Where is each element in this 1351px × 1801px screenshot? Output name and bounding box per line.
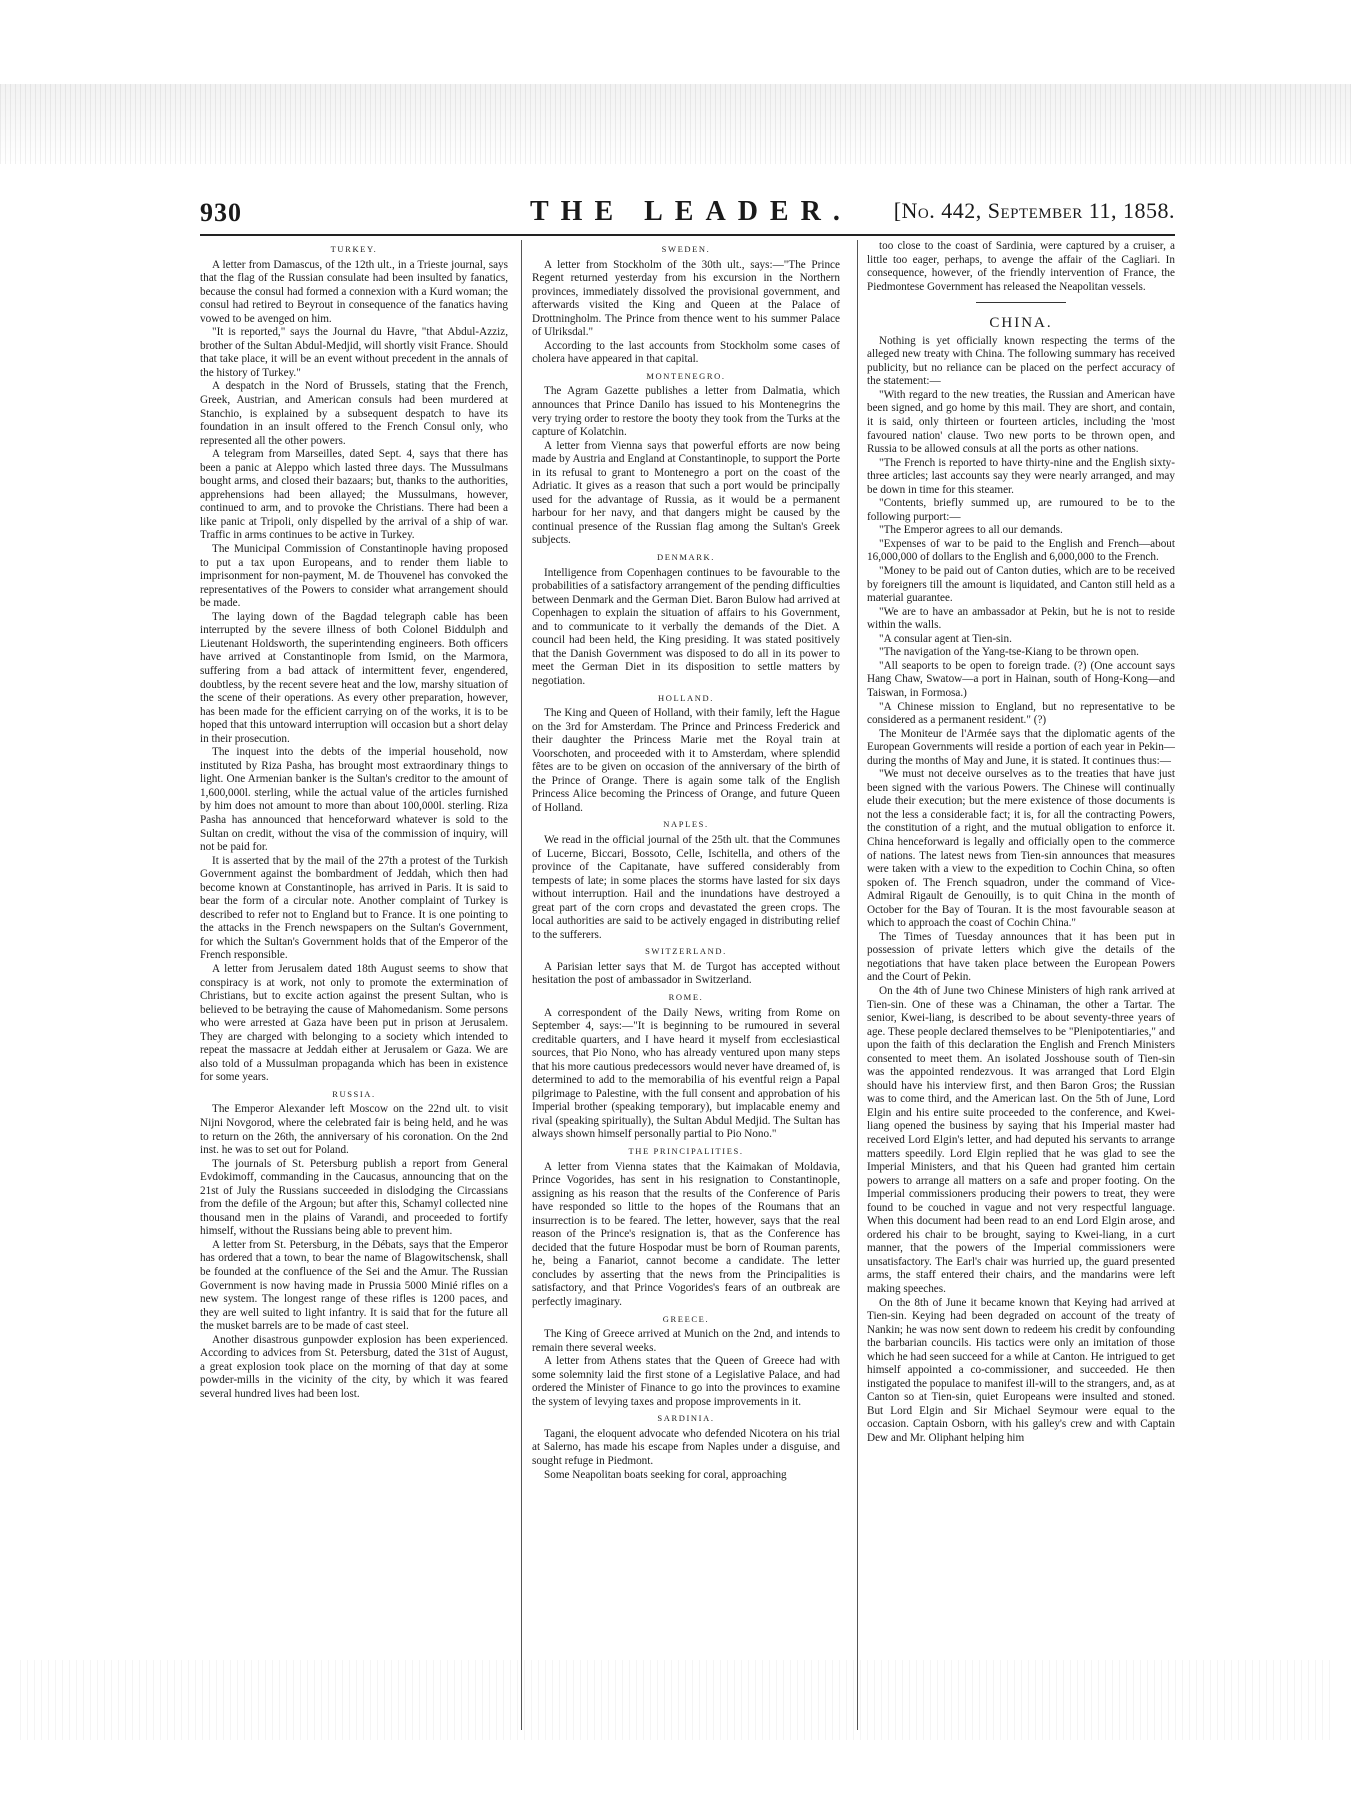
article-paragraph: A letter from Jerusalem dated 18th August seems to show that conspiracy is at work, not only to promote the extermination of Christians, but to excite action against the present Sultan, who is believed to be betraying the cause of Mahomedanism. Some persons who were arrested at Gaza have been put in prison at Jerusalem. They are charged with belonging to a society which intended to repeat the massacre at Jeddah either at Jerusalem or Gaza. We are also told of a Mussulman propaganda which has been in existence for some years.: [200, 962, 508, 1084]
article-paragraph: Some Neapolitan boats seeking for coral, approaching: [544, 1468, 787, 1481]
article-paragraph: The Times of Tuesday announces that it has been put in possession of private letters which give the details of the negotiations that have taken place between the European Powers and the Court of Pekin.: [867, 930, 1175, 984]
article-paragraph: Intelligence from Copenhagen continues to be favourable to the probabilities of a satisfactory arrangement of the pending difficulties between Denmark and the German Diet. Baron Bulow had arrived at Copenhagen to explain the situation of affairs to his Government, and to communicate to it verbally the demands of the Diet. A council had been held, the King presiding. It was stated positively that the Danish Government was disposed to do all in its power to meet the German Diet in its disposition to settle matters by negotiation.: [532, 566, 840, 687]
article-paragraph: The inquest into the debts of the imperial household, now instituted by Riza Pasha, has brought most extraordinary things to light. One Armenian banker is the Sultan's creditor to the amount of 1,600,000l. sterling, while the actual value of the articles furnished by him does not amount to more than about 100,000l. sterling. Riza Pasha has announced that henceforward whatever is sold to the Sultan on credit, without the visa of the commission of inquiry, will not be paid for.: [200, 746, 508, 854]
article-paragraph: The King of Greece arrived at Munich on the 2nd, and intends to remain there several weeks.: [532, 1328, 840, 1354]
article-paragraph: A despatch in the Nord of Brussels, stating that the French, Greek, Austrian, and American consuls had been murdered at Stanchio, is explained by a subsequent despatch to have its foundation in an insult offered to the French Consul only, who represented all the other powers.: [200, 380, 508, 447]
column-divider: [857, 240, 858, 1730]
article-paragraph: A letter from Vienna states that the Kaimakan of Moldavia, Prince Vogorides, has sent in his resignation to Constantinople, assigning as his reason that the results of the Conference of Paris have responded so little to the hopes of the Roumans that an insurrection is to be feared. The letter, however, says that the real reason of the Prince's resignation is, that as the Conference has decided that the future Hospodar must be born of Rouman parents, he, being a Fanariot, cannot become a candidate. The letter concludes by asserting that the news from the Principalities is satisfactory, and that Prince Vogorides's fears of an outbreak are perfectly imaginary.: [532, 1160, 840, 1309]
article-paragraph: A Parisian letter says that M. de Turgot has accepted without hesitation the post of ambassador in Switzerland.: [532, 960, 840, 987]
section-heading: SWITZERLAND.: [645, 946, 727, 957]
column-1: [200, 240, 508, 1401]
article-paragraph: A telegram from Marseilles, dated Sept. 4, says that there has been a panic at Aleppo which lasted three days. The Mussulmans bought arms, and closed their bazaars; but, thanks to the authorities, apprehensions had been allayed; the Mussulmans, however, continued to arm, and to provoke the Christians. There had been a like panic at Tripoli, only dispelled by the arrival of a ship of war. Traffic in arms continues to be active in Turkey.: [200, 448, 508, 542]
article-paragraph: "A Chinese mission to England, but no representative to be considered as a permanent resident." (?): [867, 700, 1175, 727]
page-number: 930: [200, 198, 242, 227]
article-paragraph: "The navigation of the Yang-tse-Kiang to be thrown open.: [879, 646, 1139, 659]
article-paragraph: The Moniteur de l'Armée says that the diplomatic agents of the European Governments will reside a portion of each year in Pekin—during the months of May and June, it is stated. It continues thus:—: [867, 727, 1175, 767]
scan-noise-bottom: [20, 1660, 1331, 1740]
article-paragraph: "Contents, briefly summed up, are rumoured to be to the following purport:—: [867, 497, 1175, 523]
article-paragraph: It is asserted that by the mail of the 27th a protest of the Turkish Government against the bombardment of Jeddah, which then had become known at Constantinople, has arrived in Paris. It is said to bear the form of a circular note. Another complaint of Turkey is described to refer not to England but to France. It is one pointing to the attacks in the French newspapers on the Sultan's Government, for which the Sultan's Government holds that of the Emperor of the French responsible.: [200, 854, 508, 962]
article-paragraph: On the 4th of June two Chinese Ministers of high rank arrived at Tien-sin. One of these was a Chinaman, the other a Tartar. The senior, Kwei-liang, is described to be about seventy-three years of age. These people declared themselves to be "Plenipotentiaries," and upon the faith of this declaration the English and French Ministers consented to meet them. An isolated Josshouse south of Tien-sin was the appointed rendezvous. It was arranged that Lord Elgin should have his interview first, and then Baron Gros; the Russian was to come third, and the American last. On the 5th of June, Lord Elgin and his entire suite proceeded to the conference, and Kwei-liang opened the business by saying that his Imperial master had received Lord Elgin's letter, and had deputed his servants to arrange matters speedily. Lord Elgin replied that he was glad to see the Imperial Ministers, and that his Queen had granted him certain powers to arrange all matters on a safe and proper footing. On the Imperial commissioners producing their powers to treat, they were found to be couched in vague and not very respectful language. When this document had been read to an end Lord Elgin arose, and ordered his chair to be brought, saying to Kwei-liang, in a curt manner, that the powers of the Imperial commissioners were unsatisfactory. The Earl's chair was hurried up, the guard presented arms, the staff entered their chairs, and the mandarins were left making speeches.: [867, 984, 1175, 1296]
section-heading: HOLLAND.: [657, 692, 714, 703]
article-paragraph: "With regard to the new treaties, the Russian and American have been signed, and go home by this mail. They are short, and contain, it is said, only thirteen or fourteen articles, including the 'most favoured nation' clause. Two new ports to be thrown open, and Russia to be allowed consuls at all the ports as other nations.: [867, 388, 1175, 456]
section-heading: GREECE.: [662, 1313, 710, 1324]
section-heading: ROME.: [668, 991, 704, 1002]
section-heading: SARDINIA.: [657, 1413, 715, 1424]
section-separator: [976, 302, 1066, 303]
article-paragraph: On the 8th of June it became known that Keying had arrived at Tien-sin. Keying had been degraded on account of the treaty of Nankin; he was now sent down to redeem his credit by confounding the barbarian councils. His tactics were only an imitation of those which he had seen succeed for a while at Canton. He intrigued to get himself appointed a co-commissioner, and succeeded. He then instigated the populace to manifest ill-will to the strangers, and, as at Canton so at Tien-sin, quiet Europeans were insulted and stoned. But Lord Elgin and Sir Michael Seymour were equal to the occasion. Captain Osborn, with his galley's crew and with Captain Dew and Mr. Oliphant helping him: [867, 1296, 1175, 1445]
article-paragraph: "The French is reported to have thirty-nine and the English sixty-three articles; last accounts say they were nearly arranged, and may be down in time for this steamer.: [867, 456, 1175, 496]
masthead: [200, 198, 1175, 232]
article-paragraph: "We must not deceive ourselves as to the treaties that have just been signed with the various Powers. The Chinese will continually elude their execution; but the mere existence of those documents is not the less a considerable fact; it is, for all the contracting Powers, the constitution of a right, and the mutual obligation to enforce it. China henceforward is legally and officially open to the commerce of nations. The latest news from Tien-sin announces that measures were taken with a view to the expedition to Cochin China, so often spoken of. The French squadron, under the command of Vice-Admiral Rigault de Genouilly, is to quit China in the month of October for the Bay of Touran. It is the most favourable season at which to approach the coast of Cochin China.": [867, 768, 1175, 930]
article-paragraph: The Emperor Alexander left Moscow on the 22nd ult. to visit Nijni Novgorod, where the celebrated fair is being held, and he was to return on the 26th, the anniversary of his coronation. On the 2nd inst. he was to set out for Poland.: [200, 1103, 508, 1157]
section-heading: DENMARK.: [657, 552, 715, 563]
article-paragraph: The King and Queen of Holland, with their family, left the Hague on the 3rd for Amsterdam. The Prince and Princess Frederick and their daughter the Princess Marie met the Royal train at Voorschoten, and proceeded with it to Amsterdam, where splendid fêtes are to be given on occasion of the anniversary of the birth of the Prince of Orange. There is again some talk of the English Princess Alice becoming the Princess of Orange, and future Queen of Holland.: [532, 707, 840, 814]
article-paragraph: The laying down of the Bagdad telegraph cable has been interrupted by the severe illness of both Colonel Biddulph and Lieutenant Holdsworth, the superintending engineers. Both officers have arrived at Constantinople from Ismid, on the Marmora, suffering from a bad attack of intermittent fever, engendered, doubtless, by the recent severe heat and the low, marshy situation of the scene of their operations. As every other preparation, however, has been made for the efficient carrying on of the works, it is to be hoped that this untoward interruption will occasion but a short delay in their prosecution.: [200, 610, 508, 745]
article-paragraph: "We are to have an ambassador at Pekin, but he is not to reside within the walls.: [867, 605, 1175, 632]
article-paragraph: We read in the official journal of the 25th ult. that the Communes of Lucerne, Biccari, Bossoto, Celle, Ischitella, and others of the province of the Capitanate, have suffered considerably from tempests of late; in some places the storms have lasted for six days without interruption. Hail and the inundations have destroyed a great part of the corn crops and devastated the green crops. The local authorities are said to be actively engaged in distributing relief to the sufferers.: [532, 833, 840, 941]
article-paragraph: According to the last accounts from Stockholm some cases of cholera have appeared in that capital.: [532, 339, 840, 366]
column-3: [867, 240, 1175, 1446]
section-heading: RUSSIA.: [332, 1088, 376, 1099]
article-paragraph: "It is reported," says the Journal du Havre, "that Abdul-Azziz, brother of the Sultan Abdul-Medjid, will shortly visit France. Should that take place, it will be an event without precedent in the annals of the history of Turkey.": [200, 326, 508, 379]
section-heading: SWEDEN.: [661, 244, 711, 254]
section-heading: MONTENEGRO.: [646, 370, 726, 381]
article-paragraph: Nothing is yet officially known respecting the terms of the alleged new treaty with China. The following summary has received publicity, but no reliance can be placed on the perfect accuracy of the statement:—: [867, 334, 1175, 388]
article-paragraph: "Expenses of war to be paid to the English and French—about 16,000,000 of dollars to the English and 6,000,000 to the French.: [867, 537, 1175, 564]
column-2: [532, 240, 840, 1482]
article-paragraph: A correspondent of the Daily News, writing from Rome on September 4, says:—"It is beginning to be rumoured in several creditable quarters, and I have heard it myself from ecclesiastical sources, that Pio Nono, who has already ventured upon many steps that his more cautious predecessors would never have dreamed of, is determined to add to the memorabilia of his eventful reign a Papal pilgrimage to Palestine, with the full consent and approbation of his Imperial brother (speaking temporary), but implacable enemy and rival (speaking spiritually), the Sultan Abdul Medjid. The Sultan has always shown himself personally partial to Pio Nono.": [532, 1006, 840, 1141]
article-paragraph: A letter from Athens states that the Queen of Greece had with some solemnity laid the first stone of a Legislative Palace, and had ordered the Minister of Finance to go into the provinces to examine the system of levying taxes and propose improvements in it.: [532, 1355, 840, 1408]
issue-info: [No. 442, September 11, 1858.: [893, 198, 1175, 223]
section-heading: CHINA.: [989, 315, 1053, 332]
masthead-rule: [200, 234, 1175, 236]
article-paragraph: "Money to be paid out of Canton duties, which are to be received by foreigners till the amount is liquidated, and Canton still held as a material guarantee.: [867, 565, 1175, 605]
newspaper-title: THE LEADER.: [530, 196, 852, 227]
article-paragraph: "The Emperor agrees to all our demands.: [879, 524, 1063, 537]
article-paragraph: "All seaports to be open to foreign trade. (?) (One account says Hang Chaw, Swatow—a port in Hainan, south of Hong-Kong—and Taiswan, in Formosa.): [867, 659, 1175, 699]
article-paragraph: A letter from Vienna says that powerful efforts are now being made by Austria and England at Constantinople, to support the Porte in its refusal to grant to Montenegro a port on the coast of the Adriatic. It gives as a reason that such a port would be principally used for the advantage of Russia, as it would be a permanent harbour for her navy, and that dangers might be caused by the continual presence of the Russian flag among the Sultan's Greek subjects.: [532, 439, 840, 547]
article-paragraph: too close to the coast of Sardinia, were captured by a cruiser, a little too eager, perhaps, to avenge the affair of the Cagliari. In consequence, however, of the friendly intervention of France, the Piedmontese Government has released the Neapolitan vessels.: [867, 240, 1175, 293]
article-paragraph: The journals of St. Petersburg publish a report from General Evdokimoff, commanding in the Caucasus, announcing that on the 21st of July the Russians succeeded in dislodging the Circassians from the defile of the Argoun; but after this, Schamyl collected nine thousand men in the plains of Varandi, and proceeded to fortify himself, without the Russians being able to prevent him.: [200, 1157, 508, 1238]
section-heading: TURKEY.: [330, 244, 378, 254]
article-paragraph: A letter from Stockholm of the 30th ult., says:—"The Prince Regent returned yesterday from his excursion in the Northern provinces, immediately dissolved the provisional government, and afterwards visited the King and Queen at the Palace of Drottningholm. The Prince from thence went to his summer Palace of Ulriksdal.": [532, 258, 840, 339]
article-paragraph: Tagani, the eloquent advocate who defended Nicotera on his trial at Salerno, has made his escape from Naples under a disguise, and sought refuge in Piedmont.: [532, 1427, 840, 1468]
article-paragraph: Another disastrous gunpowder explosion has been experienced. According to advices from St. Petersburg, dated the 31st of August, a great explosion took place on the morning of that day at some powder-mills in the vicinity of the city, by which it was feared several hundred lives had been lost.: [200, 1333, 508, 1400]
article-paragraph: The Agram Gazette publishes a letter from Dalmatia, which announces that Prince Danilo has issued to his Montenegrins the very trying order to restore the booty they took from the Turks at the capture of Kolatchin.: [532, 385, 840, 439]
article-paragraph: A letter from Damascus, of the 12th ult., in a Trieste journal, says that the flag of the Russian consulate had been insulted by fanatics, because the consul had formed a connexion with a Kurd woman; the consul had retired to Beyrout in consequence of the fanatics having vowed to be avenged on him.: [200, 258, 508, 325]
article-paragraph: A letter from St. Petersburg, in the Débats, says that the Emperor has ordered that a town, to bear the name of Blagowitschensk, shall be founded at the confluence of the Sei and the Amur. The Russian Government is now having made in Prussia 5000 Minié rifles on a new system. The longest range of these rifles is 1200 paces, and they are well suited to light infantry. It is said that for the future all the musket barrels are to be made of cast steel.: [200, 1238, 508, 1333]
scan-noise-top: [0, 84, 1351, 164]
column-divider: [521, 240, 522, 1730]
article-paragraph: "A consular agent at Tien-sin.: [879, 632, 1012, 645]
section-heading: THE PRINCIPALITIES.: [628, 1146, 744, 1156]
section-heading: NAPLES.: [663, 819, 709, 830]
article-paragraph: The Municipal Commission of Constantinople having proposed to put a tax upon Europeans, and to render them liable to imprisonment for non-payment, M. de Thouvenel has convoked the representatives of the Powers to consider what arrangement should be made.: [200, 543, 508, 610]
